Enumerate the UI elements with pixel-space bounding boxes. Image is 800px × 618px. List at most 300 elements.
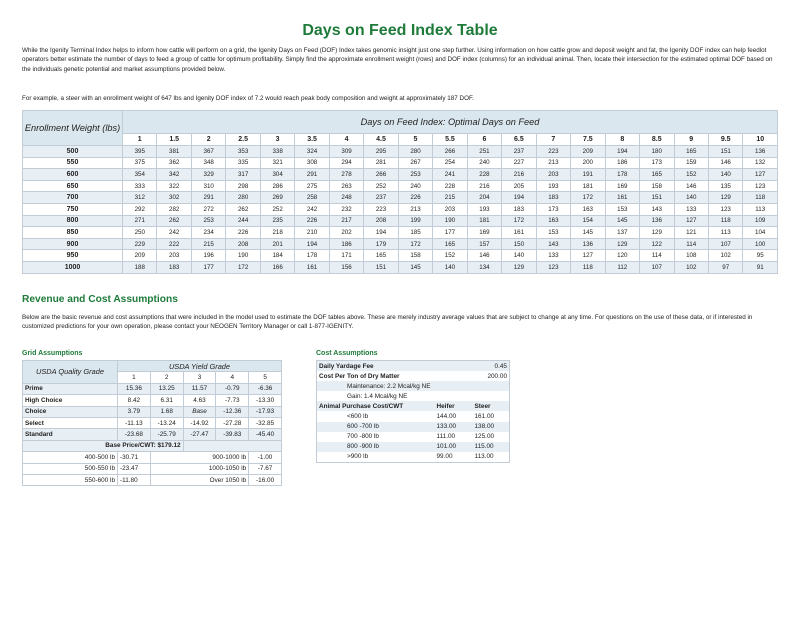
dof-cell: 136 — [743, 146, 778, 158]
dof-cell: 342 — [157, 169, 191, 181]
dof-cell: 145 — [398, 261, 432, 273]
dof-cell: 267 — [398, 157, 432, 169]
table-row — [317, 422, 510, 432]
dof-cell: 204 — [467, 192, 501, 204]
heifer-price: 133.00 — [435, 422, 473, 432]
dof-cell: 127 — [674, 215, 708, 227]
revenue-note: Below are the basic revenue and cost assumptions that were included in the model used to estimate the DOF tables above. These are merely industry average values that are subject to change at any time. For questions on the use of these data, or if interested in customized predictions for your own operation, please contact your NEOGEN Territory Manager or call 1-877-IGENITY. — [22, 314, 753, 331]
dof-cell: 240 — [467, 157, 501, 169]
dof-cell: 203 — [433, 203, 467, 215]
dof-cell: 200 — [571, 157, 605, 169]
weight-cell: 600 — [23, 169, 123, 181]
dof-cell: 244 — [226, 215, 260, 227]
dof-cell: 215 — [191, 238, 225, 250]
premium-cell: -32.85 — [249, 417, 282, 428]
dof-cell: 123 — [708, 203, 742, 215]
gain-text: Gain: 1.4 Mcal/kg NE — [347, 392, 408, 400]
heifer-price: 111.00 — [436, 433, 456, 441]
steer-price: 161.00 — [474, 413, 495, 421]
dof-cell: 208 — [226, 238, 260, 250]
premium-cell: 8.42 — [118, 395, 151, 406]
dof-cell: 227 — [502, 157, 536, 169]
yield-grade-header: USDA Yield Grade — [118, 361, 282, 372]
dof-cell: 146 — [674, 180, 708, 192]
column-header: 6.5 — [502, 134, 536, 146]
column-header: 1 — [123, 134, 157, 146]
column-header: 9.5 — [708, 134, 742, 146]
table-row — [23, 146, 778, 158]
intro-paragraph: While the Igenity Terminal Index helps to inform how cattle will perform on a grid, the Igenity Days on Feed (DOF) Index takes genomic insight just one step further. Using information on how cattle grow and deposit weight and fat, the Igenity DOF index can help feedlot operators better estimate the number of days to feed a group of cattle for optimum profitability. Simply find the approximate enrollment weight (rows) and DOF index (columns) for an individual animal. Then, locate their intersection for the estimated optimal DOF based on the individuals genetic potential and market assumptions provided below. — [22, 47, 773, 73]
column-header: 3.5 — [295, 134, 329, 146]
dof-cell: 258 — [295, 192, 329, 204]
dof-cell: 165 — [640, 169, 674, 181]
dof-cell: 203 — [157, 250, 191, 262]
dof-cell: 354 — [123, 169, 157, 181]
dof-cell: 282 — [157, 203, 191, 215]
dof-cell: 172 — [502, 215, 536, 227]
dof-cell: 226 — [295, 215, 329, 227]
steer-header: Steer — [473, 401, 510, 411]
column-header: 6 — [467, 134, 501, 146]
purchase-range: >900 lb — [347, 453, 369, 461]
dof-cell: 194 — [364, 227, 398, 239]
dof-cell: 271 — [123, 215, 157, 227]
dof-cell: 133 — [674, 203, 708, 215]
dof-cell: 294 — [329, 157, 363, 169]
table-row — [23, 215, 778, 227]
dof-cell: 253 — [191, 215, 225, 227]
dof-cell: 292 — [123, 203, 157, 215]
yardage-label: Daily Yardage Fee — [317, 361, 435, 372]
table-row — [317, 411, 510, 421]
table-row — [317, 442, 510, 452]
dof-cell: 112 — [605, 261, 639, 273]
dof-cell: 190 — [226, 250, 260, 262]
dof-cell: 194 — [295, 238, 329, 250]
purchase-label: Animal Purchase Cost/CWT — [317, 401, 435, 411]
premium-cell: -12.36 — [216, 406, 249, 417]
table-row — [317, 452, 510, 463]
dof-cell: 218 — [260, 227, 294, 239]
weight-cell: 500 — [23, 146, 123, 158]
dof-cell: 253 — [398, 169, 432, 181]
dof-cell: 134 — [467, 261, 501, 273]
dof-cell: 309 — [329, 146, 363, 158]
premium-cell: -17.93 — [249, 406, 282, 417]
yield-col-header: 3 — [183, 372, 216, 383]
dof-cell: 137 — [605, 227, 639, 239]
dof-cell: 263 — [329, 180, 363, 192]
table-row — [23, 417, 282, 428]
dof-cell: 177 — [191, 261, 225, 273]
base-price-filler — [183, 440, 281, 451]
dof-cell: 136 — [640, 215, 674, 227]
dof-cell: 151 — [364, 261, 398, 273]
dof-cell: 201 — [260, 238, 294, 250]
dof-cell: 190 — [433, 215, 467, 227]
steer-price: 113.00 — [474, 453, 494, 461]
column-header: 8 — [605, 134, 639, 146]
grade-label: Standard — [23, 429, 118, 440]
premium-cell: -11.13 — [118, 417, 151, 428]
dof-cell: 395 — [123, 146, 157, 158]
dof-cell: 109 — [743, 215, 778, 227]
heifer-price: 144.00 — [436, 413, 457, 421]
dof-cell: 165 — [674, 146, 708, 158]
dof-cell: 120 — [605, 250, 639, 262]
dof-cell: 234 — [191, 227, 225, 239]
dof-cell: 335 — [226, 157, 260, 169]
dof-cell: 291 — [295, 169, 329, 181]
dof-cell: 304 — [260, 169, 294, 181]
dof-cell: 100 — [743, 238, 778, 250]
table-row — [23, 261, 778, 273]
dry-matter-value: 200.00 — [487, 372, 507, 380]
dof-cell: 159 — [674, 157, 708, 169]
purchase-range: 600 -700 lb — [317, 422, 435, 432]
dof-cell: 199 — [398, 215, 432, 227]
premium-cell: 6.31 — [150, 395, 183, 406]
dof-cell: 166 — [260, 261, 294, 273]
dof-cell: 183 — [502, 203, 536, 215]
dof-cell: 266 — [433, 146, 467, 158]
column-header: 7 — [536, 134, 570, 146]
weight-cell: 750 — [23, 203, 123, 215]
dof-cell: 135 — [708, 180, 742, 192]
dof-cell: 146 — [467, 250, 501, 262]
dof-cell: 118 — [708, 215, 742, 227]
dof-cell: 140 — [708, 169, 742, 181]
column-header: 8.5 — [640, 134, 674, 146]
premium-cell: 3.79 — [118, 406, 151, 417]
weight-cell: 900 — [23, 238, 123, 250]
base-price: Base Price/CWT: $179.12 — [23, 440, 184, 451]
dof-cell: 104 — [743, 227, 778, 239]
weight-cell: 950 — [23, 250, 123, 262]
grade-label: High Choice — [23, 395, 118, 406]
premium-cell: -45.40 — [249, 429, 282, 440]
table-row — [23, 383, 282, 394]
dof-cell: 183 — [536, 192, 570, 204]
dof-cell: 353 — [226, 146, 260, 158]
premium-cell: -13.30 — [249, 395, 282, 406]
premium-cell: -14.92 — [183, 417, 216, 428]
dof-cell: 151 — [708, 146, 742, 158]
dof-cell: 165 — [364, 250, 398, 262]
dof-cell: 262 — [226, 203, 260, 215]
dof-cell: 121 — [674, 227, 708, 239]
table-row — [23, 463, 282, 474]
table-row — [317, 381, 510, 391]
dof-cell: 291 — [191, 192, 225, 204]
table-row — [317, 432, 510, 442]
dof-cell: 185 — [398, 227, 432, 239]
dof-cell: 152 — [433, 250, 467, 262]
premium-cell: -27.28 — [216, 417, 249, 428]
weight-discount-value: -16.00 — [249, 474, 282, 485]
weight-discount-value: -7.67 — [249, 463, 282, 474]
dof-cell: 228 — [467, 169, 501, 181]
dof-cell: 140 — [674, 192, 708, 204]
table-row — [23, 227, 778, 239]
dof-cell: 367 — [191, 146, 225, 158]
dof-cell: 223 — [364, 203, 398, 215]
grade-label: Select — [23, 417, 118, 428]
dof-cell: 203 — [536, 169, 570, 181]
dof-cell: 163 — [536, 215, 570, 227]
dof-cell: 235 — [260, 215, 294, 227]
dof-cell: 213 — [398, 203, 432, 215]
yield-col-header: 4 — [216, 372, 249, 383]
dof-cell: 223 — [536, 146, 570, 158]
dof-cell: 154 — [571, 215, 605, 227]
dof-table — [22, 110, 778, 274]
premium-cell: -27.47 — [183, 429, 216, 440]
table-row — [23, 157, 778, 169]
premium-cell: -39.83 — [216, 429, 249, 440]
dof-cell: 210 — [295, 227, 329, 239]
dof-cell: 242 — [157, 227, 191, 239]
weight-discount-value: -30.71 — [118, 452, 151, 463]
dof-cell: 241 — [433, 169, 467, 181]
weight-cell: 1000 — [23, 261, 123, 273]
dof-cell: 183 — [157, 261, 191, 273]
premium-cell: Base — [183, 406, 216, 417]
dof-cell: 114 — [640, 250, 674, 262]
table-row — [317, 391, 510, 401]
dof-cell: 165 — [433, 238, 467, 250]
dof-cell: 193 — [536, 180, 570, 192]
table-row — [23, 452, 282, 463]
weight-cell: 550 — [23, 157, 123, 169]
table-row — [317, 401, 510, 411]
dof-cell: 133 — [536, 250, 570, 262]
table-row — [23, 406, 282, 417]
dof-cell: 209 — [571, 146, 605, 158]
row-header: Enrollment Weight (lbs) — [23, 111, 123, 146]
dof-cell: 169 — [467, 227, 501, 239]
dof-cell: 156 — [329, 261, 363, 273]
dof-cell: 143 — [536, 238, 570, 250]
dof-cell: 252 — [260, 203, 294, 215]
column-header: 1.5 — [157, 134, 191, 146]
heifer-price: 99.00 — [436, 453, 453, 461]
dof-cell: 312 — [123, 192, 157, 204]
dof-cell: 348 — [191, 157, 225, 169]
dof-cell: 114 — [674, 238, 708, 250]
dof-cell: 161 — [295, 261, 329, 273]
dof-cell: 129 — [605, 238, 639, 250]
dof-cell: 122 — [640, 238, 674, 250]
dof-cell: 143 — [640, 203, 674, 215]
dof-cell: 229 — [123, 238, 157, 250]
premium-cell: -13.24 — [150, 417, 183, 428]
dof-cell: 91 — [743, 261, 778, 273]
steer-price: 138.00 — [473, 422, 510, 432]
dof-cell: 217 — [329, 215, 363, 227]
dof-cell: 298 — [226, 180, 260, 192]
dof-cell: 129 — [502, 261, 536, 273]
dof-cell: 161 — [502, 227, 536, 239]
dof-cell: 180 — [640, 146, 674, 158]
weight-discount-value: -23.47 — [118, 463, 151, 474]
dof-cell: 107 — [708, 238, 742, 250]
weight-cell: 700 — [23, 192, 123, 204]
premium-cell: -25.79 — [150, 429, 183, 440]
dof-cell: 118 — [743, 192, 778, 204]
revenue-heading: Revenue and Cost Assumptions — [22, 294, 178, 305]
dof-cell: 254 — [433, 157, 467, 169]
dof-cell: 127 — [743, 169, 778, 181]
dof-cell: 251 — [467, 146, 501, 158]
grade-label: Choice — [23, 406, 118, 417]
dof-cell: 278 — [329, 169, 363, 181]
dof-cell: 177 — [433, 227, 467, 239]
dof-cell: 216 — [502, 169, 536, 181]
dof-cell: 228 — [433, 180, 467, 192]
dof-cell: 169 — [605, 180, 639, 192]
weight-cell: 650 — [23, 180, 123, 192]
column-header: 2 — [191, 134, 225, 146]
example-paragraph: For example, a steer with an enrollment weight of 647 lbs and Igenity DOF index of 7.2 would reach peak body composition and weight at approximately 187 DOF. — [22, 95, 474, 102]
premium-cell: -0.79 — [216, 383, 249, 394]
table-row — [23, 203, 778, 215]
grid-assumptions-table — [22, 360, 282, 486]
dof-cell: 172 — [398, 238, 432, 250]
weight-range-label: Over 1050 lb — [150, 474, 248, 485]
heifer-header: Heifer — [435, 401, 473, 411]
dof-cell: 186 — [329, 238, 363, 250]
dof-cell: 202 — [329, 227, 363, 239]
weight-discount-value: -1.00 — [249, 452, 282, 463]
weight-range-label: 900-1000 lb — [150, 452, 248, 463]
yield-col-header: 1 — [118, 372, 151, 383]
dof-cell: 322 — [157, 180, 191, 192]
premium-cell: 4.63 — [183, 395, 216, 406]
column-header: 4 — [329, 134, 363, 146]
dof-cell: 173 — [640, 157, 674, 169]
heifer-price: 101.00 — [435, 442, 473, 452]
column-header: 5 — [398, 134, 432, 146]
dof-cell: 186 — [605, 157, 639, 169]
weight-range-label: 400-500 lb — [23, 452, 118, 463]
dof-cell: 140 — [433, 261, 467, 273]
cost-assumptions-heading: Cost Assumptions — [316, 350, 378, 357]
dof-cell: 237 — [364, 192, 398, 204]
steer-price: 115.00 — [473, 442, 510, 452]
table-row — [23, 429, 282, 440]
premium-cell: 11.57 — [183, 383, 216, 394]
premium-cell: -23.68 — [118, 429, 151, 440]
cost-assumptions-table — [316, 360, 510, 463]
table-row — [23, 474, 282, 485]
dof-cell: 127 — [571, 250, 605, 262]
dof-cell: 173 — [536, 203, 570, 215]
dof-cell: 113 — [743, 203, 778, 215]
dof-cell: 95 — [743, 250, 778, 262]
dof-cell: 129 — [708, 192, 742, 204]
dof-cell: 172 — [571, 192, 605, 204]
dof-cell: 193 — [467, 203, 501, 215]
weight-cell: 850 — [23, 227, 123, 239]
weight-cell: 800 — [23, 215, 123, 227]
dof-cell: 140 — [502, 250, 536, 262]
dof-cell: 108 — [674, 250, 708, 262]
dof-cell: 118 — [571, 261, 605, 273]
dof-cell: 153 — [605, 203, 639, 215]
dof-cell: 194 — [502, 192, 536, 204]
dof-cell: 237 — [502, 146, 536, 158]
column-header: 7.5 — [571, 134, 605, 146]
dof-cell: 308 — [295, 157, 329, 169]
column-header: 10 — [743, 134, 778, 146]
yield-col-header: 2 — [150, 372, 183, 383]
steer-price: 125.00 — [474, 433, 495, 441]
dof-cell: 145 — [605, 215, 639, 227]
dof-cell: 222 — [157, 238, 191, 250]
dof-cell: 208 — [364, 215, 398, 227]
column-header: 9 — [674, 134, 708, 146]
dof-cell: 281 — [364, 157, 398, 169]
dof-cell: 152 — [674, 169, 708, 181]
purchase-range: <600 lb — [347, 413, 369, 421]
dof-cell: 157 — [467, 238, 501, 250]
dof-cell: 280 — [398, 146, 432, 158]
dof-cell: 102 — [674, 261, 708, 273]
dof-cell: 161 — [605, 192, 639, 204]
dof-cell: 123 — [536, 261, 570, 273]
dof-cell: 262 — [157, 215, 191, 227]
yield-col-header: 5 — [249, 372, 282, 383]
page-title: Days on Feed Index Table — [302, 22, 498, 39]
dof-cell: 132 — [743, 157, 778, 169]
dof-cell: 248 — [329, 192, 363, 204]
dof-cell: 129 — [640, 227, 674, 239]
spacer — [435, 371, 473, 381]
table-row — [317, 361, 510, 372]
dof-cell: 181 — [467, 215, 501, 227]
dof-cell: 226 — [398, 192, 432, 204]
dof-cell: 295 — [364, 146, 398, 158]
dry-matter-label: Cost Per Ton of Dry Matter — [319, 372, 400, 380]
premium-cell: -7.73 — [216, 395, 249, 406]
table-row — [23, 180, 778, 192]
dof-cell: 275 — [295, 180, 329, 192]
column-header: 4.5 — [364, 134, 398, 146]
dof-cell: 181 — [571, 180, 605, 192]
dof-cell: 102 — [708, 250, 742, 262]
dof-cell: 240 — [398, 180, 432, 192]
table-row — [23, 169, 778, 181]
premium-cell: 1.68 — [150, 406, 183, 417]
dof-cell: 163 — [571, 203, 605, 215]
table-row — [23, 250, 778, 262]
weight-discount-value: -11.80 — [118, 474, 151, 485]
dof-cell: 158 — [640, 180, 674, 192]
dof-cell: 338 — [260, 146, 294, 158]
dof-cell: 153 — [536, 227, 570, 239]
dof-cell: 272 — [191, 203, 225, 215]
column-header: 2.5 — [226, 134, 260, 146]
table-row — [317, 371, 510, 381]
dof-cell: 136 — [571, 238, 605, 250]
dof-cell: 333 — [123, 180, 157, 192]
dof-cell: 266 — [364, 169, 398, 181]
dof-cell: 178 — [605, 169, 639, 181]
dof-cell: 242 — [295, 203, 329, 215]
dof-cell: 215 — [433, 192, 467, 204]
dof-cell: 178 — [295, 250, 329, 262]
